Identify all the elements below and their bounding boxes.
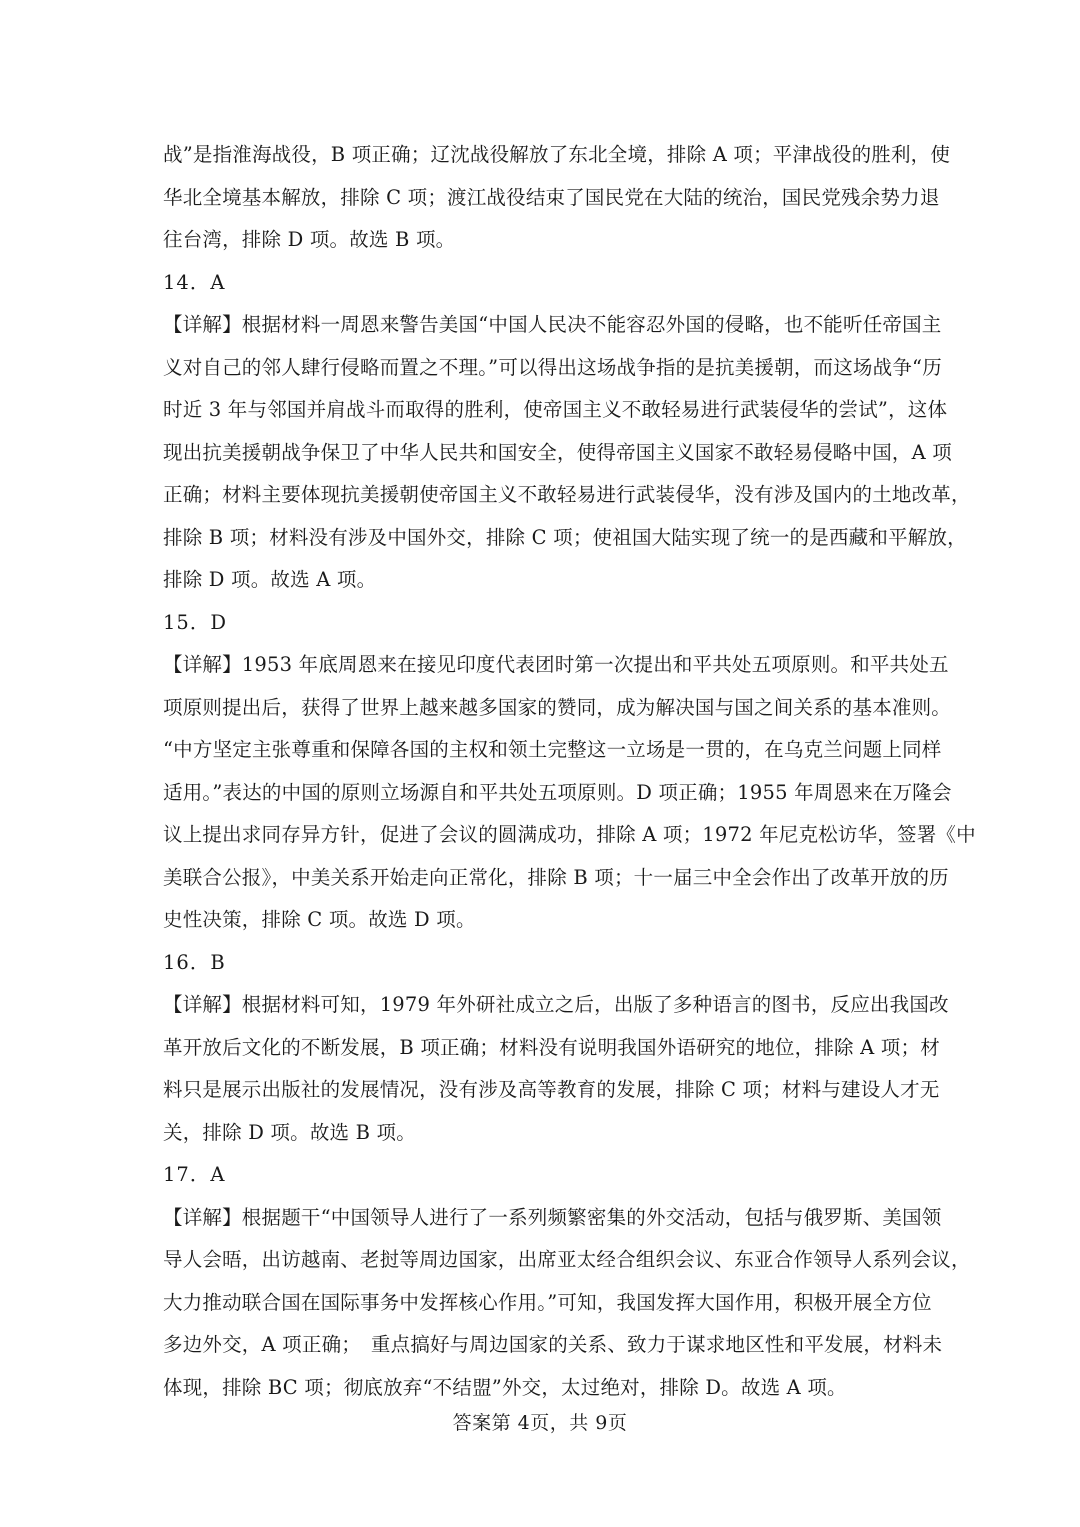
- explanation-line: 议上提出求同存异方针，促进了会议的圆满成功，排除 A 项；1972 年尼克松访华，签署《中: [163, 823, 976, 846]
- explanation-line: “中方坚定主张尊重和保障各国的主权和领土完整这一立场是一贯的，在乌克兰问题上同样: [163, 738, 942, 761]
- question-answer: 16．B: [163, 950, 226, 974]
- explanation-line: 【详解】1953 年底周恩来在接见印度代表团时第一次提出和平共处五项原则。和平共处五: [163, 653, 949, 676]
- explanation-line: 史性决策，排除 C 项。故选 D 项。: [163, 908, 476, 931]
- explanation-line: 大力推动联合国在国际事务中发挥核心作用。”可知，我国发挥大国作用，积极开展全方位: [163, 1290, 932, 1314]
- explanation-line: 排除 B 项；材料没有涉及中国外交，排除 C 项；使祖国大陆实现了统一的是西藏和平解放，: [163, 525, 967, 549]
- explanation-line: 【详解】根据题干“中国领导人进行了一系列频繁密集的外交活动，包括与俄罗斯、美国领: [163, 1205, 942, 1229]
- explanation-continuation-line: 华北全境基本解放，排除 C 项；渡江战役结束了国民党在大陆的统治，国民党残余势力退: [163, 185, 940, 209]
- explanation-line: 导人会晤，出访越南、老挝等周边国家，出席亚太经合组织会议、东亚合作领导人系列会议，: [163, 1248, 971, 1271]
- page-footer: 答案第 4页，共 9页: [452, 1412, 628, 1434]
- explanation-line: 革开放后文化的不断发展，B 项正确；材料没有说明我国外语研究的地位，排除 A 项；材: [163, 1035, 940, 1059]
- explanation-line: 【详解】根据材料一周恩来警告美国“中国人民决不能容忍外国的侵略，也不能听任帝国主: [163, 313, 942, 336]
- explanation-line: 关，排除 D 项。故选 B 项。: [163, 1120, 416, 1144]
- explanation-line: 义对自己的邻人肆行侵略而置之不理。”可以得出这场战争指的是抗美援朝，而这场战争“历: [163, 355, 942, 379]
- answer-content: [163, 134, 976, 1409]
- explanation-line: 适用。”表达的中国的原则立场源自和平共处五项原则。D 项正确；1955 年周恩来在万隆会: [163, 780, 952, 804]
- explanation-line: 现出抗美援朝战争保卫了中华人民共和国安全，使得帝国主义国家不敢轻易侵略中国，A 项: [163, 440, 952, 464]
- question-answer: 17．A: [163, 1163, 226, 1186]
- explanation-line: 项原则提出后，获得了世界上越来越多国家的赞同，成为解决国与国之间关系的基本准则。: [163, 695, 952, 719]
- explanation-line: 体现，排除 BC 项；彻底放弃“不结盟”外交，太过绝对，排除 D。故选 A 项。: [163, 1375, 847, 1399]
- explanation-line: 【详解】根据材料可知，1979 年外研社成立之后，出版了多种语言的图书，反应出我国改: [163, 993, 949, 1016]
- explanation-line: 时近 3 年与邻国并肩战斗而取得的胜利，使帝国主义不敢轻易进行武装侵华的尝试”，这体: [163, 398, 948, 421]
- explanation-line: 美联合公报》，中美关系开始走向正常化，排除 B 项；十一届三中全会作出了改革开放的历: [163, 865, 949, 889]
- explanation-continuation-line: 战”是指淮海战役，B 项正确；辽沈战役解放了东北全境，排除 A 项；平津战役的胜利，使: [163, 143, 951, 166]
- explanation-line: 排除 D 项。故选 A 项。: [163, 568, 377, 591]
- question-answer: 15．D: [163, 610, 227, 634]
- question-answer: 14．A: [163, 270, 226, 294]
- explanation-line: 正确；材料主要体现抗美援朝使帝国主义不敢轻易进行武装侵华，没有涉及国内的土地改革，: [163, 483, 971, 506]
- explanation-line: 多边外交，A 项正确； 重点搞好与周边国家的关系、致力于谋求地区性和平发展，材料未: [163, 1333, 943, 1356]
- explanation-line: 料只是展示出版社的发展情况，没有涉及高等教育的发展，排除 C 项；材料与建设人才无: [163, 1078, 940, 1101]
- explanation-continuation-line: 往台湾，排除 D 项。故选 B 项。: [163, 228, 456, 251]
